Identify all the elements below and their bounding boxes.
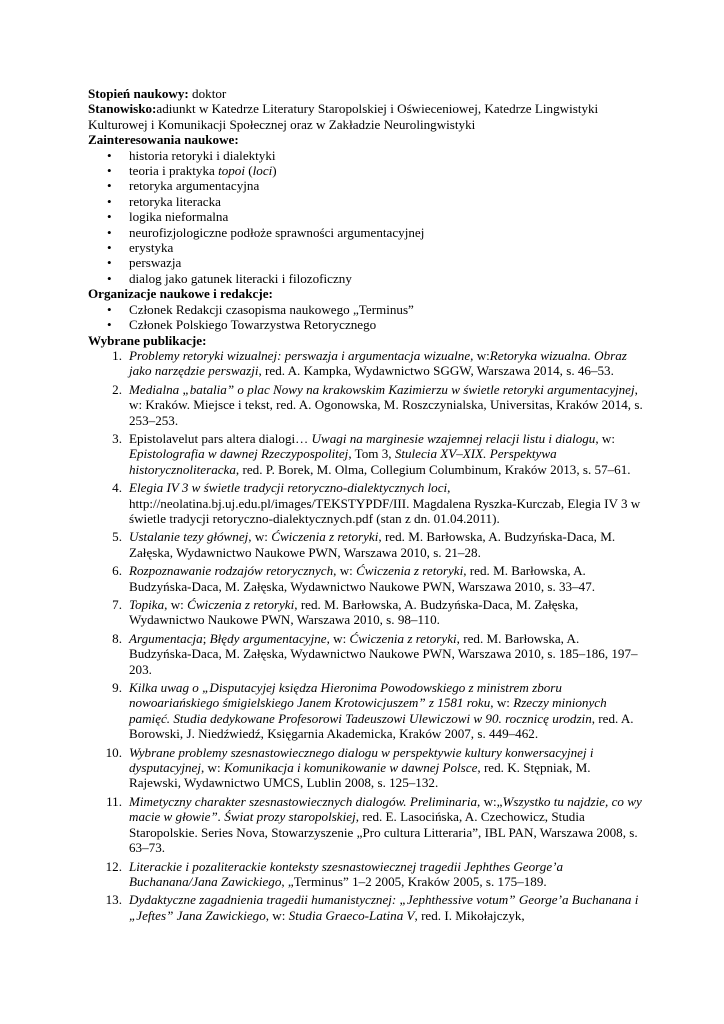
list-item: • retoryka argumentacyjna bbox=[88, 178, 644, 193]
position-line bbox=[88, 101, 644, 132]
publication-text: , w: bbox=[265, 907, 289, 923]
publication-item bbox=[88, 680, 644, 742]
degree-value: doktor bbox=[188, 86, 227, 101]
publication-item bbox=[88, 563, 644, 594]
publications-heading-text: Wybrane publikacje: bbox=[88, 332, 207, 348]
publication-title: Literackie i pozaliterackie konteksty szesnastowiecznej tragedii Jephthes George’a Buchanana/Jana Zawickiego bbox=[129, 858, 564, 889]
list-item: • retoryka literacka bbox=[88, 194, 644, 209]
degree-line bbox=[88, 86, 644, 101]
publication-number: 6. bbox=[112, 563, 122, 579]
publication-title: Mimetyczny charakter szesnastowiecznych dialogów. Preliminaria bbox=[129, 793, 478, 809]
publications-list bbox=[88, 348, 644, 923]
publication-title: Wybrane problemy szesnastowiecznego dialogu w perspektywie kultury konwersacyjnej i dysputacyjnej bbox=[129, 744, 594, 776]
interest-text: ( bbox=[245, 163, 253, 179]
publication-text: , w: Kraków. Miejsce i tekst, red. A. Ogonowska, M. Roszczynialska, Universitas, Kraków 2014, s. 253–253. bbox=[129, 381, 643, 428]
publication-text: , red. E. Lasocińska, A. Czechowicz, Studia Staropolskie. Series Nova, Stowarzyszenie „Pro cultura Litteraria”, IBL PAN, Warszawa 2008, s. 63–73. bbox=[129, 809, 638, 856]
publication-text: , http://neolatina.bj.uj.edu.pl/images/TEKSTYPDF/III. Magdalena Ryszka-Kurczab, Elegia IV 3 w świetle tradycji retoryczno-dialektycznych.pdf (stan z dn. 01.04.2011). bbox=[129, 480, 641, 526]
publication-item bbox=[88, 480, 644, 526]
publication-text: , w:„ bbox=[477, 793, 503, 809]
list-item: • dialog jako gatunek literacki i filozoficzny bbox=[88, 271, 644, 286]
publication-item bbox=[88, 382, 644, 428]
list-item bbox=[88, 163, 644, 178]
publication-text: , red. M. Barłowska, A. Budzyńska-Daca, M. Załęska, Wydawnictwo Naukowe PWN, Warszawa 2010, s. 33–47. bbox=[129, 563, 596, 594]
list-item: • logika nieformalna bbox=[88, 209, 644, 224]
publication-number: 11. bbox=[106, 793, 122, 809]
publication-title: Studia Graeco-Latina V bbox=[288, 907, 415, 923]
position-value: adiunkt w Katedrze Literatury Staropolskiej i Oświeceniowej, Katedrze Lingwistyki Kulturowej i Komunikacji Społecznej oraz w Zakładzie Neurolingwistyki bbox=[88, 101, 599, 132]
publication-title: Argumentacja bbox=[129, 630, 203, 646]
interest-text: ) bbox=[272, 163, 277, 179]
publication-title: Kilka uwag o „Disputacyjej księdza Hieronima Powodowskiego z ministrem zboru nowoariańskiego śmigielskiego Janem Krotowicjuszem” z 1581 roku bbox=[129, 680, 562, 711]
publication-text: , red. M. Barłowska, A. Budzyńska-Daca, M. Załęska, Wydawnictwo Naukowe PWN, Warszawa 2010, s. 185–186, 197–203. bbox=[129, 630, 638, 677]
publication-title: Błędy argumentacyjne bbox=[209, 630, 327, 646]
interest-italic: topoi bbox=[218, 163, 245, 179]
publication-title: Stulecia XV–XIX. Perspektywa historycznoliteracka bbox=[129, 446, 557, 477]
publication-text: , w: bbox=[164, 597, 188, 612]
list-item: • Członek Redakcji czasopisma naukowego „Terminus” bbox=[88, 302, 644, 317]
list-item: • perswazja bbox=[88, 255, 644, 270]
publication-number: 8. bbox=[112, 630, 122, 646]
publication-title: Ćwiczenia z retoryki bbox=[349, 630, 457, 646]
publication-text: , w: bbox=[470, 347, 490, 363]
publication-text: , w: bbox=[326, 630, 350, 646]
publication-title: Dydaktyczne zagadnienia tragedii humanistycznej: „Jephthessive votum” George’a Buchanana i „Jeftes” Jana Zawickiego bbox=[129, 892, 639, 923]
publication-number: 5. bbox=[112, 529, 122, 545]
degree-label: Stopień naukowy: bbox=[88, 86, 189, 101]
organizations-list bbox=[88, 302, 644, 333]
list-item: • historia retoryki i dialektyki bbox=[88, 148, 644, 163]
position-label: Stanowisko: bbox=[88, 101, 157, 117]
publication-title: Wszystko tu najdzie, co wy macie w głowie”. Świat prozy staropolskiej bbox=[129, 793, 642, 825]
organizations-heading bbox=[88, 286, 644, 301]
publication-title: Uwagi na marginesie wzajemnej relacji listu i dialogu bbox=[311, 430, 596, 446]
publication-number: 13. bbox=[105, 892, 122, 908]
publication-title: Epistolografia w dawnej Rzeczypospolitej bbox=[129, 446, 349, 462]
publication-title: Elegia IV 3 w świetle tradycji retoryczno-dialektycznych loci bbox=[129, 480, 448, 496]
interest-italic: loci bbox=[252, 163, 273, 179]
interests-heading bbox=[88, 132, 644, 147]
list-item: • neurofizjologiczne podłoże sprawności argumentacyjnej bbox=[88, 225, 644, 240]
publication-number: 9. bbox=[112, 680, 122, 696]
publication-item bbox=[88, 859, 644, 890]
publication-title: Rzeczy minionych pamięć. Studia dedykowane Profesorowi Tadeuszowi Ulewiczowi w 90. rocznicę urodzin bbox=[129, 695, 607, 726]
publication-number: 10. bbox=[105, 744, 122, 760]
publication-number: 2. bbox=[112, 381, 122, 397]
publication-title: Medialna „batalia” o plac Nowy na krakowskim Kazimierzu w świetle retoryki argumentacyjnej bbox=[129, 381, 635, 397]
publication-title: Topika bbox=[129, 597, 165, 612]
publication-text: ; bbox=[202, 630, 210, 646]
publication-item bbox=[88, 348, 644, 379]
publication-item bbox=[88, 529, 644, 560]
publication-number: 4. bbox=[112, 480, 122, 496]
publication-text: , „Terminus” 1–2 2005, Kraków 2005, s. 175–189. bbox=[281, 873, 547, 889]
publication-text: , red. K. Stępniak, M. Rajewski, Wydawnictwo UMCS, Lublin 2008, s. 125–132. bbox=[129, 760, 591, 791]
publication-item bbox=[88, 794, 644, 856]
publication-item bbox=[88, 745, 644, 791]
list-item: • erystyka bbox=[88, 240, 644, 255]
publication-text: , red. I. Mikołajczyk, bbox=[414, 907, 525, 923]
publication-title: Ćwiczenia z retoryki bbox=[187, 597, 295, 612]
publication-text: , red. M. Barłowska, A. Budzyńska-Daca, M. Załęska, Wydawnictwo Naukowe PWN, Warszawa 2010, s. 98–110. bbox=[129, 597, 579, 628]
organizations-heading-text: Organizacje naukowe i redakcje: bbox=[88, 286, 273, 302]
list-item: • Członek Polskiego Towarzystwa Retorycznego bbox=[88, 317, 644, 332]
publication-number: 3. bbox=[112, 430, 122, 446]
publications-heading bbox=[88, 333, 644, 348]
publication-title: Komunikacja i komunikowanie w dawnej Polsce bbox=[223, 760, 478, 776]
publication-text: , red. A. Borowski, J. Niedźwiedź, Księgarnia Akademicka, Kraków 2007, s. 449–462. bbox=[129, 710, 634, 742]
interests-heading-text: Zainteresowania naukowe: bbox=[88, 132, 239, 148]
publication-text: , red. A. Kampka, Wydawnictwo SGGW, Warszawa 2014, s. 46–53. bbox=[258, 363, 614, 379]
publication-text: , red. M. Barłowska, A. Budzyńska-Daca, M. Załęska, Wydawnictwo Naukowe PWN, Warszawa 2010, s. 21–28. bbox=[129, 529, 616, 560]
publication-title: Ćwiczenia z retoryki bbox=[271, 529, 379, 545]
publication-text: , w: bbox=[490, 695, 514, 711]
publication-title: Retoryka wizualna. Obraz jako narzędzie perswazji bbox=[129, 347, 627, 379]
publication-text: , w: bbox=[201, 760, 224, 776]
publication-item bbox=[88, 431, 644, 477]
interests-list bbox=[88, 148, 644, 287]
publication-number: 7. bbox=[112, 597, 122, 612]
publication-text: , Tom 3, bbox=[348, 446, 395, 462]
publication-text: Epistolavelut pars altera dialogi… bbox=[129, 430, 312, 446]
interest-text: teoria i praktyka bbox=[129, 163, 219, 179]
publication-text: , w: bbox=[595, 430, 615, 446]
publication-item bbox=[88, 631, 644, 677]
publication-title: Rozpoznawanie rodzajów retorycznych bbox=[129, 563, 334, 579]
publication-item bbox=[88, 597, 644, 628]
publication-title: Problemy retoryki wizualnej: perswazja i argumentacja wizualne bbox=[129, 347, 471, 363]
publication-text: , w: bbox=[333, 563, 357, 579]
publication-text: , red. P. Borek, M. Olma, Collegium Columbinum, Kraków 2013, s. 57–61. bbox=[235, 461, 631, 477]
publication-number: 1. bbox=[112, 347, 122, 363]
publication-number: 12. bbox=[105, 858, 122, 874]
publication-text: , w: bbox=[248, 529, 272, 545]
publication-title: Ćwiczenia z retoryki bbox=[356, 563, 464, 579]
document-page bbox=[88, 86, 644, 926]
publication-item bbox=[88, 892, 644, 923]
publication-title: Ustalanie tezy głównej bbox=[129, 529, 249, 545]
